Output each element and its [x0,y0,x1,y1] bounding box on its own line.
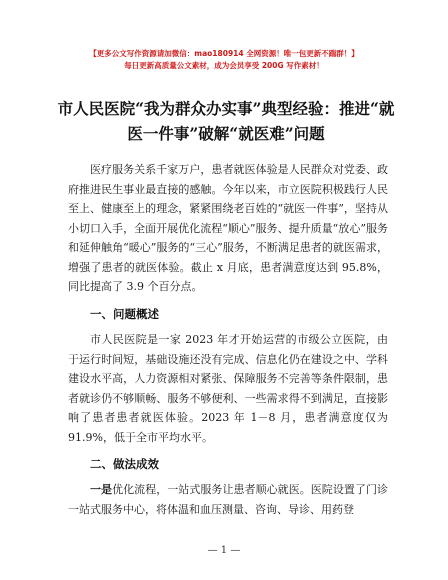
section-2-paragraph [68,480,388,519]
document-title: 市人民医院“我为群众办实事”典型经验：推进“就医一件事”破解“就医难”问题 [57,99,395,143]
promo-banner-line-2: 每日更新高质量公文素材，成为会员享受 200G 写作素材！ [124,61,324,70]
section-2-text: 优化流程，一站式服务让患者顺心就医。医院设置了门诊一站式服务中心，将体温和血压测量、咨询、导诊、用药登 [68,483,388,516]
section-2-heading: 二、做法成效 [90,457,159,471]
page-number: — 1 — [207,545,241,556]
intro-paragraph: 医疗服务关系千家万户，患者就医体验是人民群众对党委、政府推进民生事业最直接的感触。今年以来，市立医院积极践行人民至上、健康至上的理念，紧紧围绕老百姓的“就医一件事”，坚持从小切口入手，全面开展优化流程“顺心”服务、提升质量“放心”服务和延伸触角“暖心”服务的“三心”服务，不断满足患者的就医需求，增强了患者的就医体验。截止 x 月底，患者满意度达到 95.8%，同比提高了 3.9 个百分点。 [68,163,388,293]
section-1-heading: 一、问题概述 [90,307,159,321]
promo-banner-line-1: 【更多公文写作资源请加微信：mao180914 全网资源！唯一包更新不踹群！】 [89,49,359,58]
section-1-paragraph: 市人民医院是一家 2023 年才开始运营的市级公立医院，由于运行时间短，基础设施还没有完成、信息化仍在建设之中、学科建设水平高，人力资源相对紧张、保障服务不完善等条件限制，患者就诊仍不够顺畅、服务不够便利、一些需求得不到满足，直接影响了患者患者就医体验。2023 年 1－8 月，患者满意度仅为 91.9%，低于全市平均水平。 [68,333,388,444]
section-2-lead: 一是 [90,483,113,496]
